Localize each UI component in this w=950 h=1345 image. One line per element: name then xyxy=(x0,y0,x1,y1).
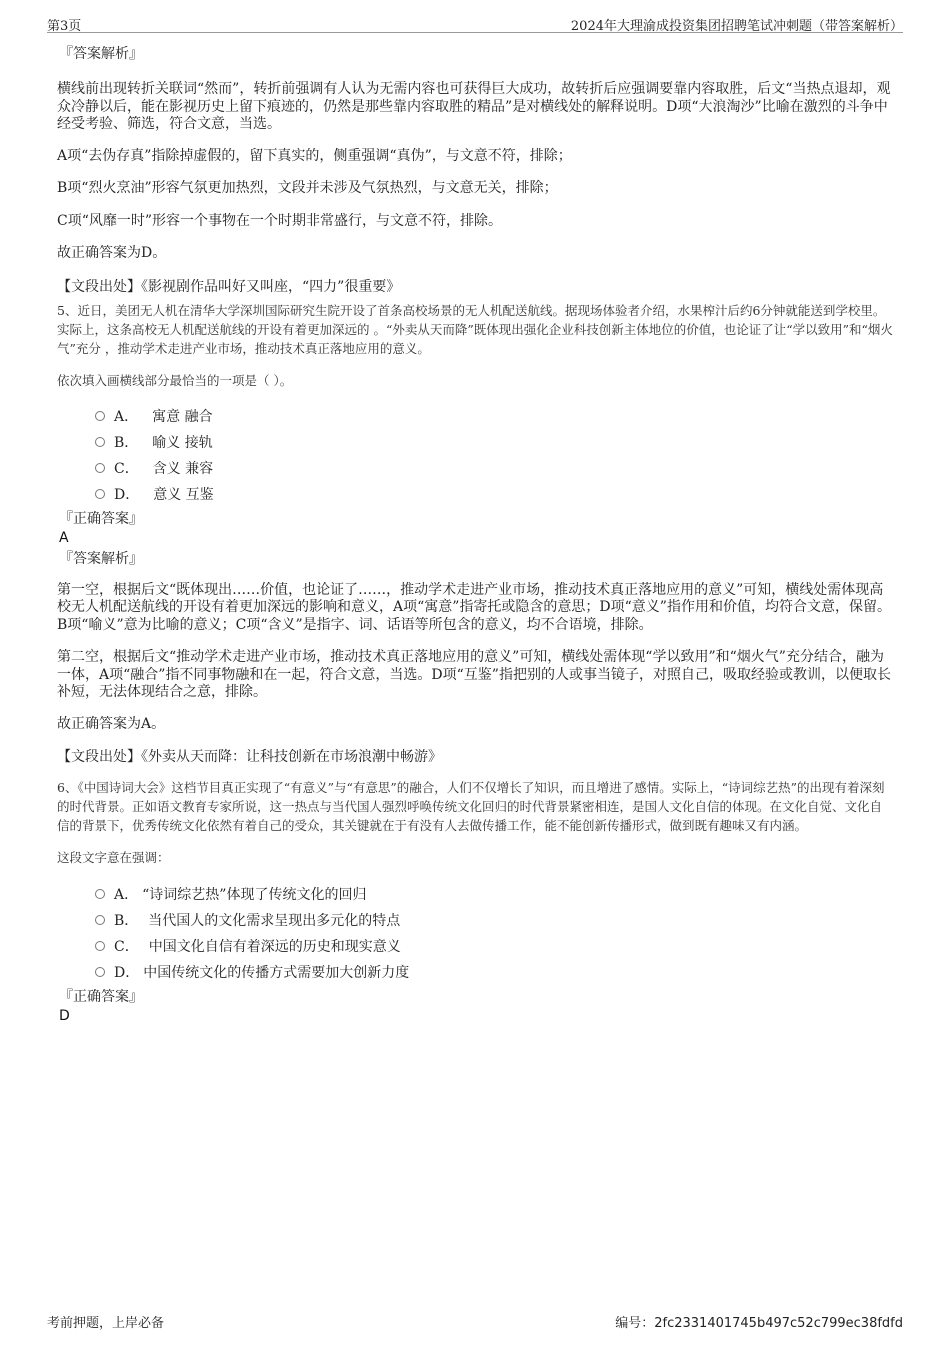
option-text: 喻义 接轨 xyxy=(152,434,213,451)
q4-analysis-paragraph: B项“烈火烹油”形容气氛更加热烈，文段并未涉及气氛热烈，与文意无关，排除； xyxy=(57,180,558,196)
option-letter: D． xyxy=(114,486,140,503)
q4-analysis-paragraph: 横线前出现转折关联词“然而”，转折前强调有人认为无需内容也可获得巨大成功，故转折后应强调要靠内容取胜，后文“当热点退却，观众冷静以后，能在影视历史上留下痕迹的，仍然是那些靠内容取胜的精品”是对横线处的解释说明。D项“大浪淘沙”比喻在激烈的斗争中经受考验、筛选，符合文意，当选。 xyxy=(57,81,891,132)
radio-icon[interactable] xyxy=(95,915,105,925)
radio-icon[interactable] xyxy=(95,889,105,899)
q4-analysis-paragraph: C项“风靡一时”形容一个事物在一个时期非常盛行，与文意不符，排除。 xyxy=(57,212,503,229)
q6-options xyxy=(57,881,893,985)
q4-analysis-label: 『答案解析』 xyxy=(59,46,143,62)
q4-source: 【文段出处】《影视剧作品叫好又叫座，“四力”很重要》 xyxy=(57,278,401,295)
q5-stem: 5、近日，美团无人机在清华大学深圳国际研究生院开设了首条高校场景的无人机配送航线。据现场体验者介绍，水果榨汁后约6分钟就能送到学校里。实际上，这条高校无人机配送航线的开设有着更加深远的 。“外卖从天而降”既体现出强化企业科技创新主体地位的价值，也论证了让“学以致用”和“烟火气”充分 ，推动学术走进产业市场，推动技术真正落地应用的意义。 xyxy=(57,302,893,356)
option-text: 当代国人的文化需求呈现出多元化的特点 xyxy=(148,913,401,929)
page-number: 第3页 xyxy=(47,19,82,34)
radio-icon[interactable] xyxy=(95,967,105,977)
q6-answer-label: 『正确答案』 xyxy=(59,989,143,1005)
q4-answer-conclusion: 故正确答案为D。 xyxy=(57,245,167,261)
q5-analysis-label: 『答案解析』 xyxy=(59,550,143,567)
q5-option-b[interactable] xyxy=(57,429,893,455)
q6-answer: D xyxy=(59,1008,70,1024)
q6-prompt: 这段文字意在强调： xyxy=(57,850,170,865)
document-code xyxy=(615,1312,903,1331)
q6-option-c[interactable] xyxy=(57,933,893,959)
q5-option-a[interactable] xyxy=(57,403,893,429)
option-letter: A． xyxy=(114,408,139,425)
page-footer xyxy=(47,1312,903,1332)
radio-icon[interactable] xyxy=(95,941,105,951)
radio-icon[interactable] xyxy=(95,489,105,499)
option-text: 中国传统文化的传播方式需要加大创新力度 xyxy=(143,965,410,981)
page-content xyxy=(57,44,893,1025)
q6-option-a[interactable] xyxy=(57,881,893,907)
radio-icon[interactable] xyxy=(95,411,105,421)
option-text: 寓意 融合 xyxy=(152,408,213,425)
q5-prompt: 依次填入画横线部分最恰当的一项是（ ）。 xyxy=(57,372,293,388)
option-text: 意义 互鉴 xyxy=(153,486,214,503)
option-letter: C． xyxy=(114,460,139,477)
q5-analysis-paragraph: 第二空，根据后文“推动学术走进产业市场，推动技术真正落地应用的意义”可知，横线处需体现“学以致用”和“烟火气”充分结合，融为一体，A项“融合”指不同事物融和在一起，符合文意，当选。D项“互鉴”指把别的人或事当镜子，对照自己，吸取经验或教训，以便取长补短，无法体现结合之意，排除。 xyxy=(57,649,891,700)
option-letter: B． xyxy=(114,434,139,451)
q5-option-d[interactable] xyxy=(57,481,893,507)
option-text: 中国文化自信有着深远的历史和现实意义 xyxy=(148,939,401,955)
option-letter: B． xyxy=(114,913,139,929)
q5-option-c[interactable] xyxy=(57,455,893,481)
code-value: 2fc2331401745b497c52c799ec38fdfd xyxy=(654,1316,903,1331)
page-header xyxy=(47,12,903,33)
q6-option-d[interactable] xyxy=(57,959,893,985)
option-letter: C． xyxy=(114,939,139,955)
q6-stem: 6、《中国诗词大会》这档节目真正实现了“有意义”与“有意思”的融合，人们不仅增长了知识，而且增进了感情。实际上，“诗词综艺热”的出现有着深刻的时代背景。正如语文教育专家所说，这一热点与当代国人强烈呼唤传统文化回归的时代背景紧密相连，是国人文化自信的体现。在文化自觉、文化自信的背景下，优秀传统文化依然有着自己的受众，其关键就在于有没有人去做传播工作，能不能创新传播形式，做到既有趣味又有内涵。 xyxy=(57,780,885,833)
q6-option-b[interactable] xyxy=(57,907,893,933)
q4-analysis-paragraph: A项“去伪存真”指除掉虚假的，留下真实的，侧重强调“真伪”，与文意不符，排除； xyxy=(57,147,572,164)
q5-source: 【文段出处】《外卖从天而降：让科技创新在市场浪潮中畅游》 xyxy=(57,749,442,765)
q5-answer-label: 『正确答案』 xyxy=(59,510,143,527)
radio-icon[interactable] xyxy=(95,463,105,473)
q5-analysis-paragraph: 第一空，根据后文“既体现出……价值，也论证了……，推动学术走进产业市场，推动技术真正落地应用的意义”可知，横线处需体现高校无人机配送航线的开设有着更加深远的影响和意义，A项“寓意”指寄托或隐含的意思；D项“意义”指作用和价值，均符合文意，保留。B项“喻义”意为比喻的意义；C项“含义”是指字、词、话语等所包含的意义，均不合语境，排除。 xyxy=(57,581,891,633)
radio-icon[interactable] xyxy=(95,437,105,447)
footer-slogan: 考前押题，上岸必备 xyxy=(47,1316,165,1331)
option-text: “诗词综艺热”体现了传统文化的回归 xyxy=(142,887,367,903)
document-title: 2024年大理渝成投资集团招聘笔试冲刺题（带答案解析） xyxy=(570,19,903,34)
code-label: 编号： xyxy=(615,1316,655,1331)
option-letter: D． xyxy=(114,965,140,981)
q5-options xyxy=(57,403,893,507)
option-letter: A． xyxy=(114,887,139,903)
option-text: 含义 兼容 xyxy=(152,460,214,477)
q5-answer-conclusion: 故正确答案为A。 xyxy=(57,715,166,732)
q5-answer: A xyxy=(59,529,69,546)
